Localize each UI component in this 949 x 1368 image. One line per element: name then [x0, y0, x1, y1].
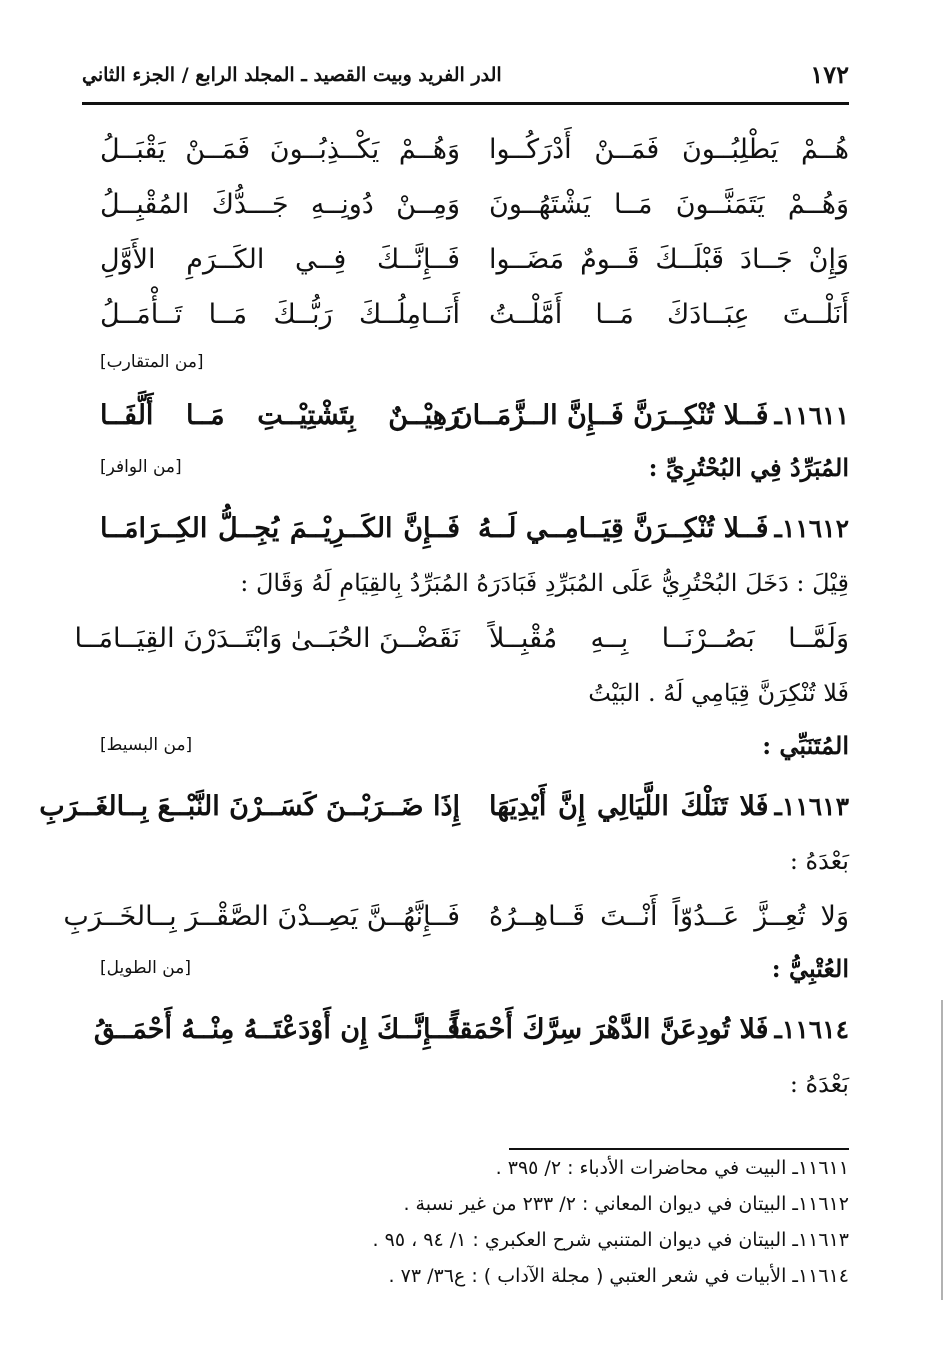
verse-hemistich-left: فَــإِنَّ الكَــرِيْــمَ يُجِــلُّ الكِــرَامَــا [100, 513, 460, 544]
verse-hemistich-left: نَقَضْــنَ الحُبَــىٰ وَابْتَــدَرْنَ القِيَــامَــا [74, 623, 460, 654]
verse-number: ١١٦١٣ـ [774, 792, 849, 821]
verse-line [100, 122, 849, 177]
prose-line: قِيْلَ : دَخَلَ البُحْتُرِيُّ عَلَى المُبَرِّدِ فَبَادَرَهُ المُبَرِّدُ بِالقِيَامِ لَهُ وَقَالَ : [240, 569, 849, 597]
prose-line: فَلا تُنْكِرَنَّ قِيَامِي لَهُ . البَيْتُ [588, 679, 849, 707]
verse-11611 [100, 388, 849, 443]
verse-hemistich-right [477, 513, 849, 544]
page-number: ١٧٢ [810, 60, 849, 89]
footnote: ١١٦١٤ـ الأبيات في شعر العتبي ( مجلة الآداب ) : ع٣٦/ ٧٣ . [388, 1265, 849, 1287]
verse-text: فَلا تَنَلْكَ اللَّيَالِي إِنَّ أَيْدِيَهَا [489, 791, 769, 822]
verse-text: فَــلا تُنْكِــرَنَّ فَــإِنَّ الــزَّمَــانَ [452, 400, 769, 431]
verse-hemistich-right [452, 400, 849, 431]
meter-label: [من الوافر] [100, 457, 182, 477]
main-text [39, 122, 849, 1112]
poet-heading-row [100, 443, 849, 501]
verse-number: ١١٦١٢ـ [774, 514, 849, 543]
poet-heading: المُتَنَبِّي : [762, 731, 849, 760]
verse-hemistich-right [489, 791, 849, 822]
verse-line [100, 287, 849, 342]
verse-hemistich-left: وَمِــنْ دُونِــهِ جَـــدُّكَ المُقْبِــلُ [100, 189, 460, 220]
verse-hemistich-left: فَــإِنَّهُــنَّ يَصِــدْنَ الصَّقْــرَ بِــالخَــرَبِ [63, 901, 460, 932]
poet-heading-row [100, 721, 849, 779]
footnote: ١١٦١١ـ البيت في محاضرات الأدباء : ٢/ ٣٩٥ . [495, 1157, 849, 1179]
verse-hemistich-right: وَلَمَّــا بَصُــرْنَــا بِــهِ مُقْبِــلاً [489, 623, 849, 654]
verse-hemistich-left: أَنَــامِلُــكَ رَبُّــكَ مَــا تَــأْمَــلُ [100, 299, 460, 330]
verse-hemistich-right: وَهُــمْ يَتَمَنَّــونَ مَــا يَشْتَهُــونَ [489, 189, 849, 220]
meter-label: [من البسيط] [100, 735, 193, 755]
verse-hemistich-right [451, 1014, 849, 1045]
verse-11613 [39, 779, 849, 834]
meter-label: [من المتقارب] [100, 352, 204, 372]
verse-11612 [100, 501, 849, 556]
verse-text: فَلا تُودِعَنَّ الدَّهْرَ سِرَّكَ أَحْمَقاً [451, 1014, 769, 1045]
verse-line [63, 889, 849, 944]
footnote: ١١٦١٢ـ البيتان في ديوان المعاني : ٢/ ٢٣٣ من غير نسبة . [403, 1193, 849, 1215]
footnote: ١١٦١٣ـ البيتان في ديوان المتنبي شرح العكبري : ١/ ٩٤ ، ٩٥ . [372, 1229, 849, 1251]
verse-hemistich-right: أَنَلْــتَ عِبَــادَكَ مَــا أَمَّلْــتُ [489, 299, 849, 330]
verse-hemistich-left: فَــإِنَّــكَ فِــي الكَــرَمِ الأَوَّلِ [100, 244, 460, 275]
verse-11614 [93, 1002, 849, 1057]
verse-line [100, 177, 849, 232]
verse-hemistich-left: إِذَا ضَــرَبْــنَ كَسَــرْنَ النَّبْــعَ بِــالغَــرَبِ [39, 791, 460, 822]
verse-hemistich-left: فَــإِنَّــكَ إِن أَوْدَعْتَــهُ مِنْــهُ أَحْمَــقُ [93, 1014, 460, 1045]
after-label: بَعْدَهُ : [789, 1070, 849, 1098]
verse-line [74, 611, 849, 666]
page-header [82, 58, 849, 98]
verse-hemistich-left: وَهُــمْ يَكْــذِبُــونَ فَمَــنْ يَقْبَــلُ [100, 134, 460, 165]
header-rule [82, 102, 849, 105]
footnotes [100, 1148, 849, 1294]
after-label: بَعْدَهُ : [789, 847, 849, 875]
poet-heading: العُتْبِيُّ : [771, 954, 849, 983]
verse-line [100, 232, 849, 287]
verse-hemistich-right: وَلا تُعِــزَّ عَــدُوّاً أَنْــتَ قَــاهِــرُهُ [489, 901, 849, 932]
verse-hemistich-left: رَهِيْــنٌ بِتَشْتِيْــتِ مَــا أَلَّفَــا [100, 400, 460, 431]
verse-number: ١١٦١١ـ [774, 401, 849, 430]
verse-text: فَــلا تُنْكِــرَنَّ قِيَــامِــي لَــهُ [477, 513, 769, 544]
poet-heading: المُبَرِّدُ فِي البُحْتُرِيِّ : [648, 453, 849, 482]
page-edge-shadow [941, 1000, 943, 1300]
meter-label: [من الطويل] [100, 958, 191, 978]
running-title: الدر الفريد وبيت القصيد ـ المجلد الرابع / الجزء الثاني [82, 64, 502, 86]
verse-hemistich-right: هُــمْ يَطْلِبُــونَ فَمَــنْ أَدْرَكُــوا [489, 134, 849, 165]
verse-hemistich-right: وَإِنْ جَــادَ قَبْلَــكَ قَــومٌ مَضَــوا [489, 244, 849, 275]
verse-number: ١١٦١٤ـ [774, 1015, 849, 1044]
poet-heading-row [100, 944, 849, 1002]
meter-row [100, 342, 849, 388]
